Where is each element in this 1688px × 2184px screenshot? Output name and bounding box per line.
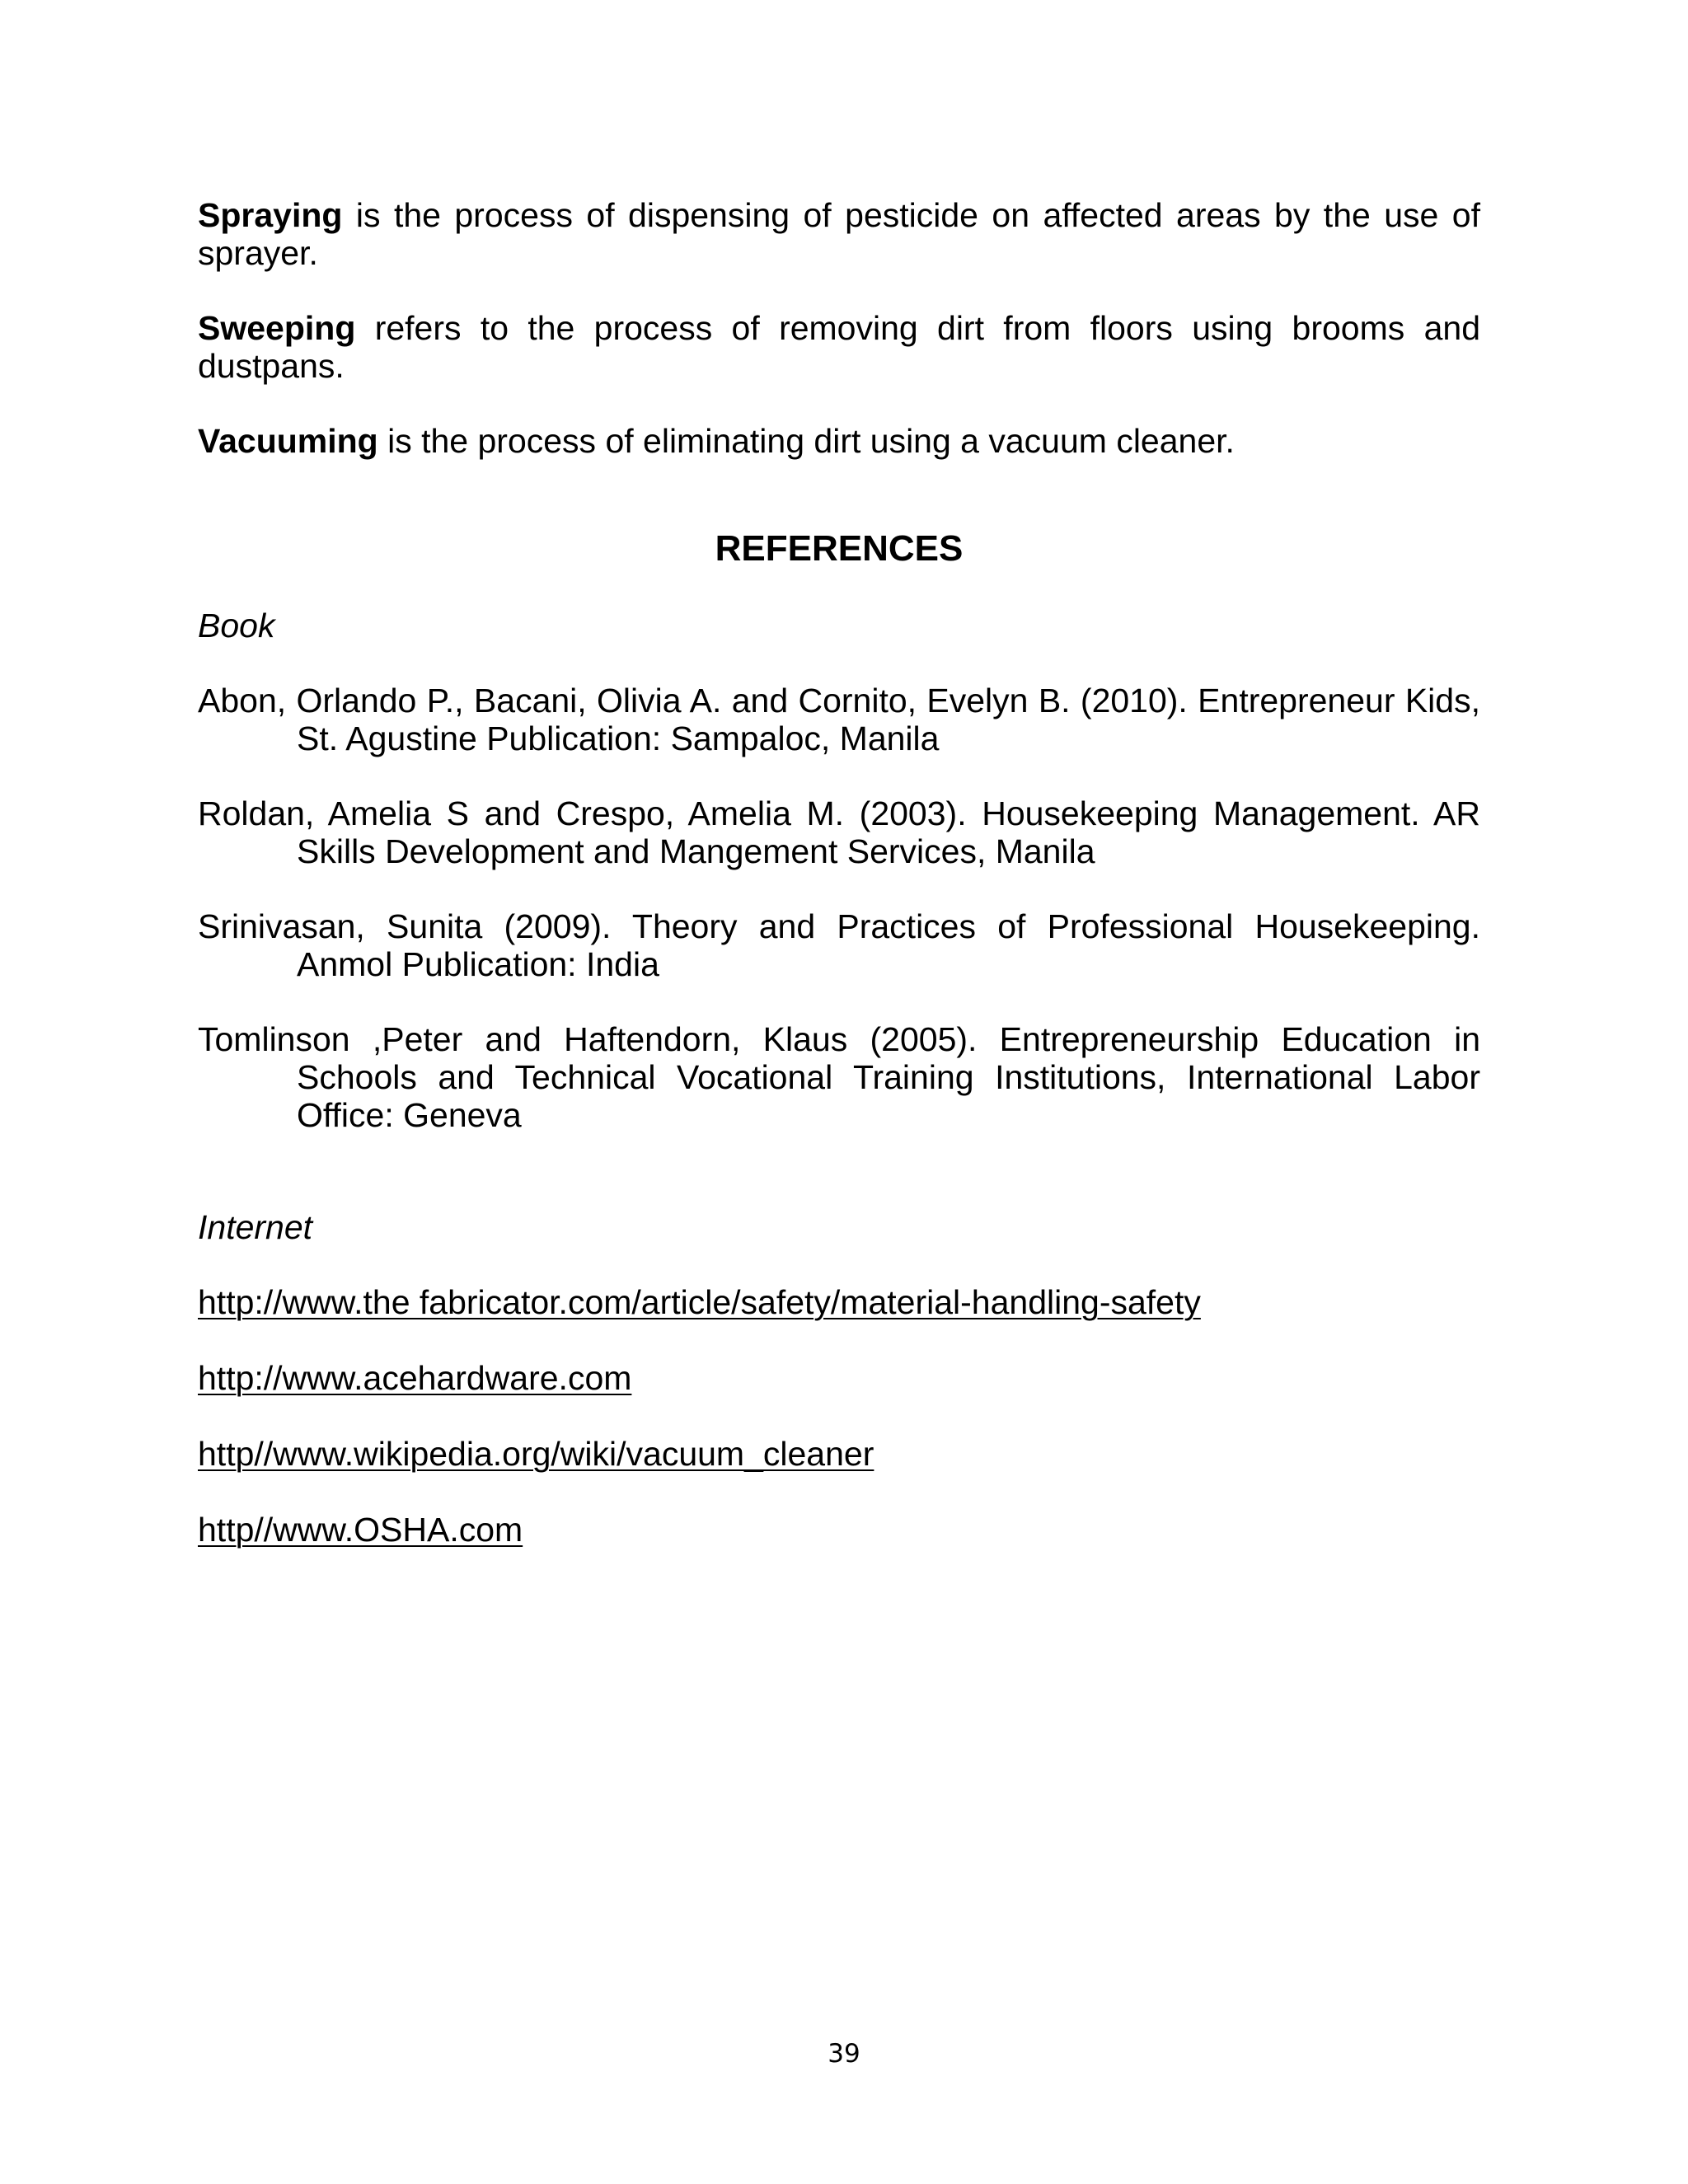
definition-term: Spraying (198, 196, 343, 234)
page-content (198, 196, 1480, 1586)
page-number: 39 (828, 2039, 860, 2069)
definition-term: Sweeping (198, 309, 356, 347)
internet-subheading: Internet (198, 1208, 313, 1246)
references-heading: REFERENCES (715, 528, 964, 569)
book-reference: Tomlinson ,Peter and Haftendorn, Klaus (2005). Entrepreneurship Education in Schools and Technical Vocational Training Institutions, International Labor Office: Geneva (198, 1020, 1480, 1134)
definition-vacuuming (198, 422, 1480, 460)
definition-term: Vacuuming (198, 422, 378, 460)
definition-text: is the process of dispensing of pesticide on affected areas by the use of sprayer. (198, 196, 1480, 272)
book-reference: Srinivasan, Sunita (2009). Theory and Practices of Professional Housekeeping. Anmol Publication: India (198, 907, 1480, 983)
book-reference: Abon, Orlando P., Bacani, Olivia A. and Cornito, Evelyn B. (2010). Entrepreneur Kids, St. Agustine Publication: Sampaloc, Manila (198, 682, 1480, 757)
reference-link[interactable]: http://www.the fabricator.com/article/safety/material-handling-safety (198, 1283, 1201, 1321)
reference-link[interactable]: http//www.wikipedia.org/wiki/vacuum_cleaner (198, 1435, 874, 1473)
reference-link[interactable]: http://www.acehardware.com (198, 1359, 632, 1397)
book-subheading: Book (198, 607, 275, 644)
book-reference: Roldan, Amelia S and Crespo, Amelia M. (2003). Housekeeping Management. AR Skills Development and Mangement Services, Manila (198, 794, 1480, 870)
definition-text: is the process of eliminating dirt using a vacuum cleaner. (377, 422, 1235, 460)
definition-sweeping (198, 309, 1480, 385)
definition-spraying (198, 196, 1480, 272)
definition-text: refers to the process of removing dirt from floors using brooms and dustpans. (198, 309, 1480, 385)
reference-link[interactable]: http//www.OSHA.com (198, 1511, 523, 1549)
